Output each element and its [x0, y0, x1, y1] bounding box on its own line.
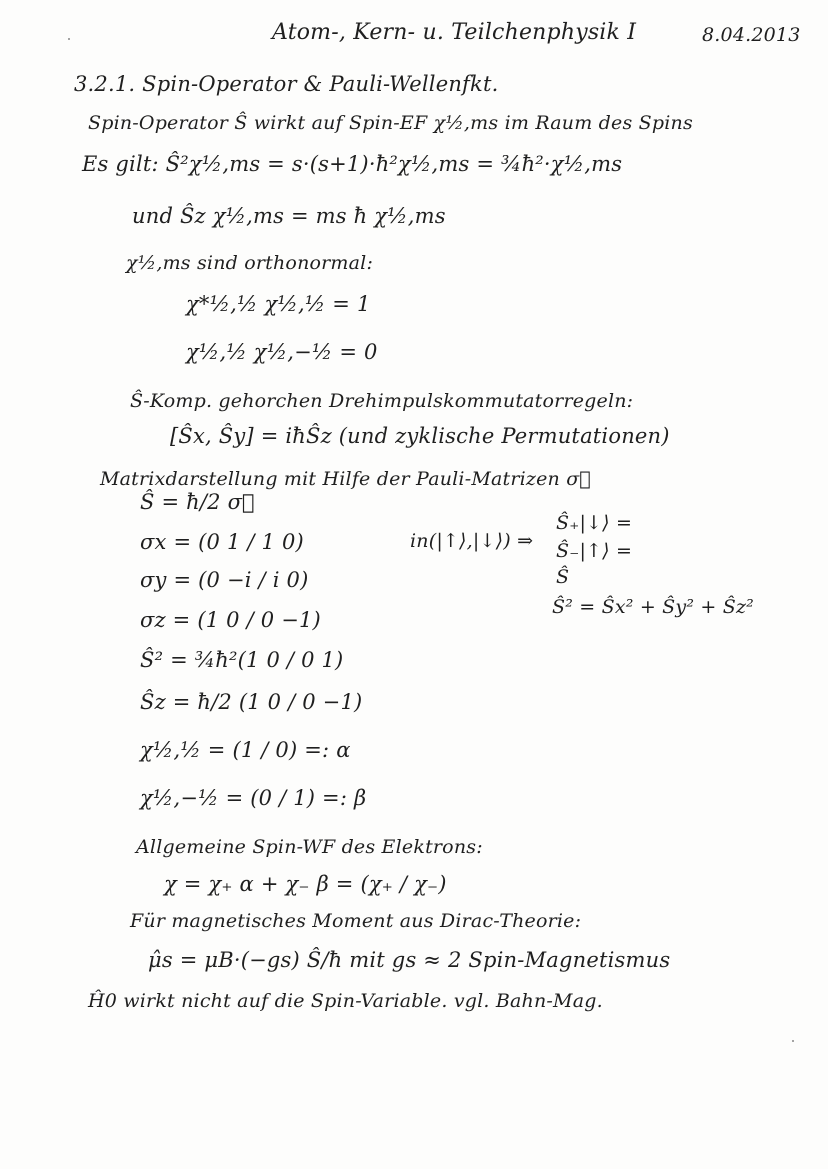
text-line: Für magnetisches Moment aus Dirac-Theorie: — [130, 910, 582, 932]
scan-speck — [68, 38, 70, 40]
side-note-line: Ŝ — [556, 566, 570, 588]
formula-line: Ŝ = ħ/2 σ⃗ — [140, 490, 255, 514]
section-heading: 3.2.1. Spin-Operator & Pauli-Wellenfkt. — [74, 72, 499, 96]
text-line: Allgemeine Spin-WF des Elektrons: — [136, 836, 483, 858]
formula-line: μ̂s = μB·(−gs) Ŝ/ħ mit gs ≈ 2 Spin-Magnetismus — [148, 948, 671, 972]
side-note-line: Ŝ² = Ŝx² + Ŝy² + Ŝz² — [552, 596, 754, 618]
text-line: χ½,ms sind orthonormal: — [126, 252, 374, 274]
text-line: Ĥ0 wirkt nicht auf die Spin-Variable. vgl. Bahn-Mag. — [88, 990, 603, 1012]
formula-line: Ŝz = ħ/2 (1 0 / 0 −1) — [140, 690, 363, 714]
formula-line: χ½,−½ = (0 / 1) =: β — [140, 786, 367, 810]
pauli-sigma-z: σz = (1 0 / 0 −1) — [140, 608, 321, 632]
page-date: 8.04.2013 — [702, 24, 801, 46]
pauli-sigma-y: σy = (0 −i / i 0) — [140, 568, 309, 592]
formula-line: [Ŝx, Ŝy] = iħŜz (und zyklische Permutationen) — [170, 424, 670, 448]
formula-line: χ = χ₊ α + χ₋ β = (χ₊ / χ₋) — [164, 872, 447, 896]
formula-line: χ½,½ χ½,−½ = 0 — [186, 340, 378, 364]
side-note-line: in(|↑⟩,|↓⟩) ⇒ — [410, 530, 534, 552]
formula-line: Es gilt: Ŝ²χ½,ms = s·(s+1)·ħ²χ½,ms = ¾ħ²·χ½,ms — [82, 152, 623, 176]
formula-line: χ½,½ = (1 / 0) =: α — [140, 738, 351, 762]
formula-line: χ*½,½ χ½,½ = 1 — [186, 292, 371, 316]
text-line: Matrixdarstellung mit Hilfe der Pauli-Matrizen σ⃗ — [100, 468, 591, 490]
formula-line: Ŝ² = ¾ħ²(1 0 / 0 1) — [140, 648, 344, 672]
page-title: Atom-, Kern- u. Teilchenphysik I — [272, 20, 637, 45]
side-note-line: Ŝ₋|↑⟩ = — [556, 540, 633, 562]
text-line: Ŝ-Komp. gehorchen Drehimpulskommutatorregeln: — [130, 390, 634, 412]
text-line: Spin-Operator Ŝ wirkt auf Spin-EF χ½,ms im Raum des Spins — [88, 112, 693, 134]
side-note-line: Ŝ₊|↓⟩ = — [556, 512, 633, 534]
scan-speck — [792, 1040, 794, 1042]
pauli-sigma-x: σx = (0 1 / 1 0) — [140, 530, 304, 554]
formula-line: und Ŝz χ½,ms = ms ħ χ½,ms — [132, 204, 446, 228]
